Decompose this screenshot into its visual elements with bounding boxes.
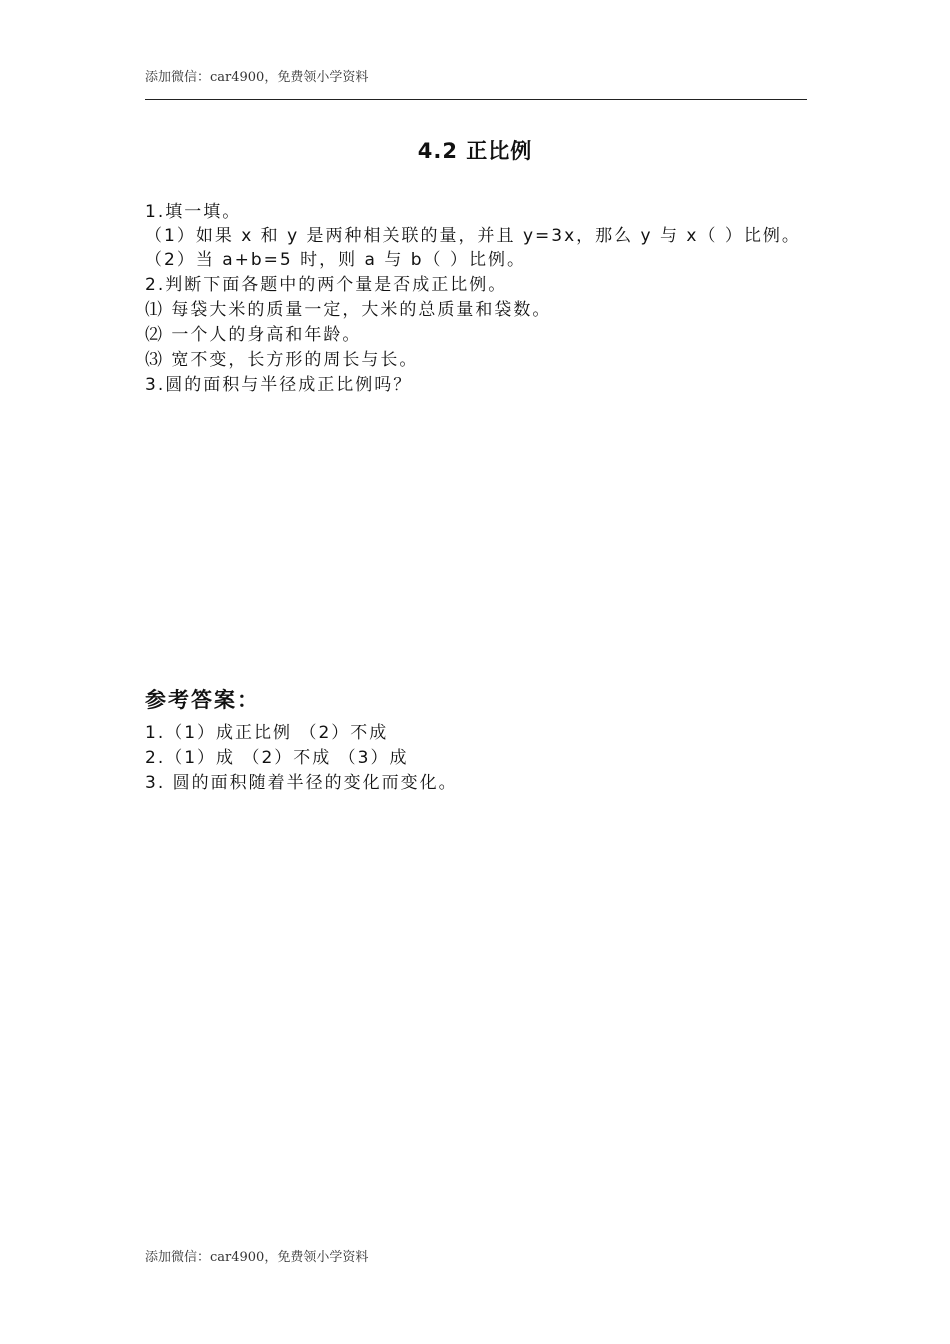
answer-line: 1.（1）成正比例 （2）不成 [145, 723, 389, 743]
page-title: 4.2 正比例 [417, 139, 533, 163]
question-line: ⑵ 一个人的身高和年龄。 [145, 325, 362, 345]
question-line: 2.判断下面各题中的两个量是否成正比例。 [145, 275, 508, 295]
header-rule [145, 99, 807, 100]
question-line: 1.填一填。 [145, 202, 242, 222]
question-line: （1）如果 x 和 y 是两种相关联的量，并且 y=3x，那么 y 与 x（ ）比例。 [145, 226, 801, 246]
question-line: 3.圆的面积与半径成正比例吗？ [145, 375, 413, 395]
footer-note: 添加微信：car4900，免费领小学资料 [145, 1250, 369, 1265]
header-note: 添加微信：car4900，免费领小学资料 [145, 70, 369, 85]
answers-title: 参考答案： [145, 688, 260, 712]
answer-line: 2.（1）成 （2）不成 （3）成 [145, 748, 409, 768]
question-line: ⑶ 宽不变，长方形的周长与长。 [145, 350, 419, 370]
question-line: （2）当 a+b=5 时，则 a 与 b（ ）比例。 [145, 250, 526, 270]
question-line: ⑴ 每袋大米的质量一定，大米的总质量和袋数。 [145, 300, 552, 320]
answer-line: 3. 圆的面积随着半径的变化而变化。 [145, 773, 458, 793]
